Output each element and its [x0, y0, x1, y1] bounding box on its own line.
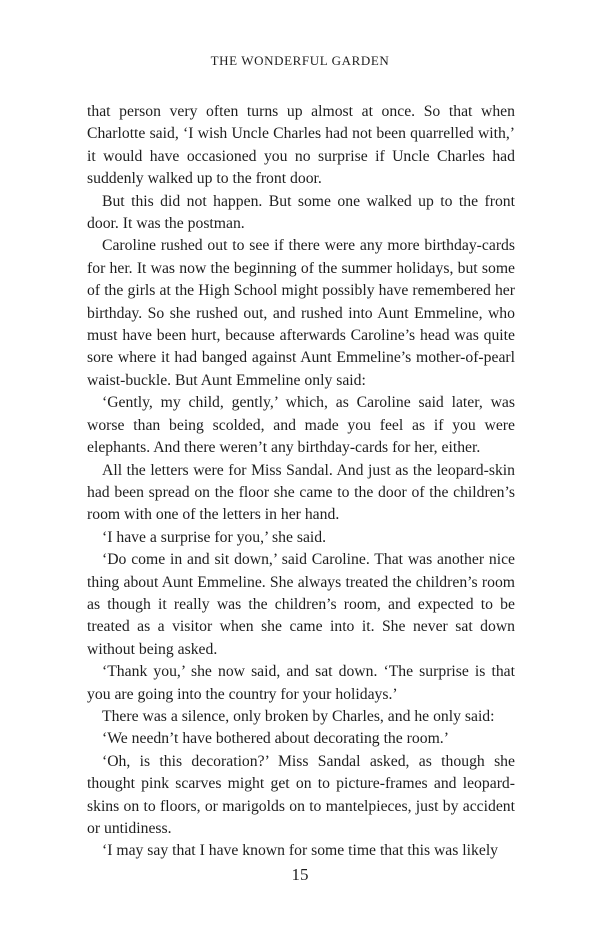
paragraph: All the letters were for Miss Sandal. And just as the leopard-skin had been spread on the floor she came to the door of the children’s room with one of the letters in her hand.	[87, 461, 515, 524]
paragraph: Caroline rushed out to see if there were any more birthday-cards for her. It was now the beginning of the summer holidays, but some of the girls at the High School might possibly have remembered her birthday. So she rushed out, and rushed into Aunt Emmeline, who must have been hurt, because afterwards Caroline’s head was quite sore where it had banged against Aunt Emmeline’s mother-of-pearl waist-buckle. But Aunt Emmeline only said:	[87, 237, 515, 389]
paragraph: that person very often turns up almost at once. So that when Charlotte said, ‘I wish Uncle Charles had not been quarrelled with,’ it would have occasioned you no surprise if Uncle Charles had suddenly walked up to the front door.	[87, 103, 515, 188]
paragraph: ‘Gently, my child, gently,’ which, as Caroline said later, was worse than being scolded, and made you feel as if you were elephants. And there weren’t any birthday-cards for her, either.	[87, 394, 515, 457]
body-text	[87, 101, 515, 863]
paragraph: ‘Oh, is this decoration?’ Miss Sandal asked, as though she thought pink scarves might get on to picture-frames and leopard-skins on to floors, or marigolds on to mantelpieces, just by accident or untidiness.	[87, 752, 515, 837]
paragraph: ‘I may say that I have known for some time that this was likely	[102, 842, 499, 860]
paragraph: ‘Do come in and sit down,’ said Caroline. That was another nice thing about Aunt Emmeline. She always treated the children’s room as though it really was the children’s room, and expected to be treated as a visitor when she came into it. She never sat down without being asked.	[87, 551, 515, 658]
paragraph: There was a silence, only broken by Charles, and he only said:	[102, 707, 495, 725]
running-head: THE WONDERFUL GARDEN	[210, 53, 390, 68]
paragraph: ‘I have a surprise for you,’ she said.	[102, 528, 327, 546]
paragraph: ‘Thank you,’ she now said, and sat down. ‘The surprise is that you are going into the country for your holidays.’	[87, 663, 515, 703]
paragraph: ‘We needn’t have bothered about decorating the room.’	[102, 730, 449, 748]
page-number: 15	[291, 865, 309, 884]
paragraph: But this did not happen. But some one walked up to the front door. It was the postman.	[87, 192, 515, 233]
